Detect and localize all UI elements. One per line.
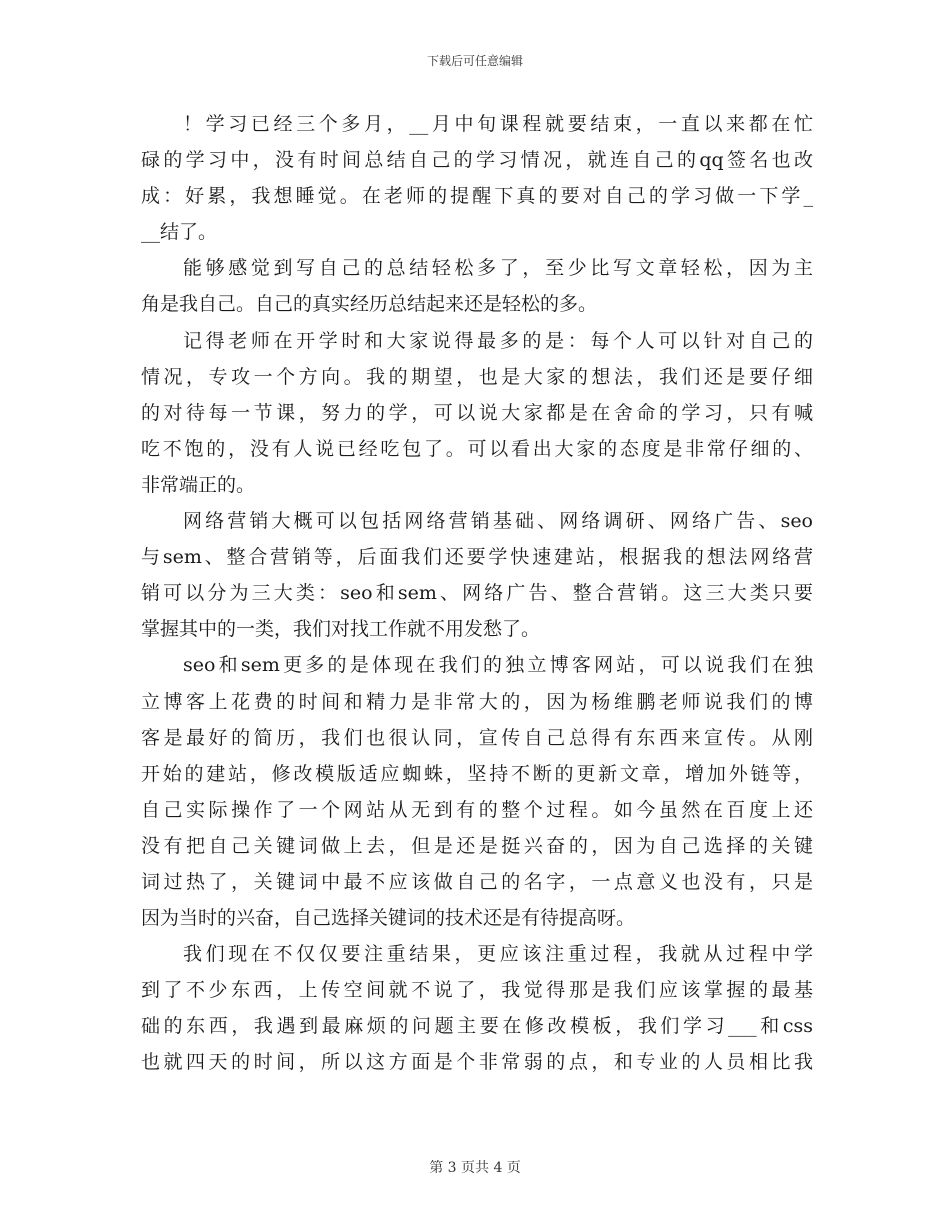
page-header: 下载后可任意编辑 bbox=[426, 54, 523, 68]
text-line: seo和sem更多的是体现在我们的独立博客网站，可以说我们在独 bbox=[183, 654, 813, 677]
text-line: 到了不少东西，上传空间就不说了，我觉得那是我们应该掌握的最基 bbox=[141, 979, 813, 1002]
text-line: 开始的建站，修改模版适应蜘蛛，坚持不断的更新文章，增加外链等， bbox=[141, 762, 813, 785]
page-footer: 第 3 页共 4 页 bbox=[429, 1160, 521, 1176]
text-line: 吃不饱的，没有人说已经吃包了。可以看出大家的态度是非常仔细的、 bbox=[141, 437, 813, 460]
text-line: 自己实际操作了一个网站从无到有的整个过程。如今虽然在百度上还 bbox=[141, 798, 813, 821]
text-line: 网络营销大概可以包括网络营销基础、网络调研、网络广告、seo bbox=[183, 510, 813, 533]
text-line: ！学习已经三个多月，__月中旬课程就要结束，一直以来都在忙 bbox=[183, 113, 813, 135]
text-line: 客是最好的简历，我们也很认同，宣传自己总得有东西来宣传。从刚 bbox=[141, 726, 813, 749]
text-line: 没有把自己关键词做上去，但是还是挺兴奋的，因为自己选择的关键 bbox=[141, 834, 813, 857]
text-line: 碌的学习中，没有时间总结自己的学习情况，就连自己的qq签名也改 bbox=[141, 149, 813, 172]
text-line: 的对待每一节课，努力的学，可以说大家都是在舍命的学习，只有喊 bbox=[141, 401, 813, 424]
text-line: 掌握其中的一类，我们对找工作就不用发愁了。 bbox=[141, 618, 541, 641]
text-line: 我们现在不仅仅要注重结果，更应该注重过程，我就从过程中学 bbox=[183, 943, 813, 966]
text-line: 记得老师在开学时和大家说得最多的是：每个人可以针对自己的 bbox=[183, 329, 813, 352]
text-line: 非常端正的。 bbox=[141, 473, 256, 496]
text-line: 与sem、整合营销等，后面我们还要学快速建站，根据我的想法网络营 bbox=[141, 546, 813, 569]
text-line: 础的东西，我遇到最麻烦的问题主要在修改模板，我们学习___和css bbox=[141, 1015, 813, 1038]
text-line: __结了。 bbox=[141, 221, 218, 244]
text-line: 情况，专攻一个方向。我的期望，也是大家的想法，我们还是要仔细 bbox=[141, 365, 813, 388]
text-line: 也就四天的时间，所以这方面是个非常弱的点，和专业的人员相比我 bbox=[141, 1051, 813, 1074]
text-line: 立博客上花费的时间和精力是非常大的，因为杨维鹏老师说我们的博 bbox=[141, 690, 813, 713]
text-line: 词过热了，关键词中最不应该做自己的名字，一点意义也没有，只是 bbox=[141, 870, 813, 893]
text-line: 因为当时的兴奋，自己选择关键词的技术还是有待提高呀。 bbox=[141, 907, 636, 930]
text-line: 成：好累，我想睡觉。在老师的提醒下真的要对自己的学习做一下学_ bbox=[141, 185, 813, 208]
document-body bbox=[141, 106, 813, 1081]
text-line: 销可以分为三大类：seo和sem、网络广告、整合营销。这三大类只要 bbox=[141, 582, 813, 605]
text-line: 能够感觉到写自己的总结轻松多了，至少比写文章轻松，因为主 bbox=[183, 257, 813, 280]
text-line: 角是我自己。自己的真实经历总结起来还是轻松的多。 bbox=[141, 293, 598, 316]
